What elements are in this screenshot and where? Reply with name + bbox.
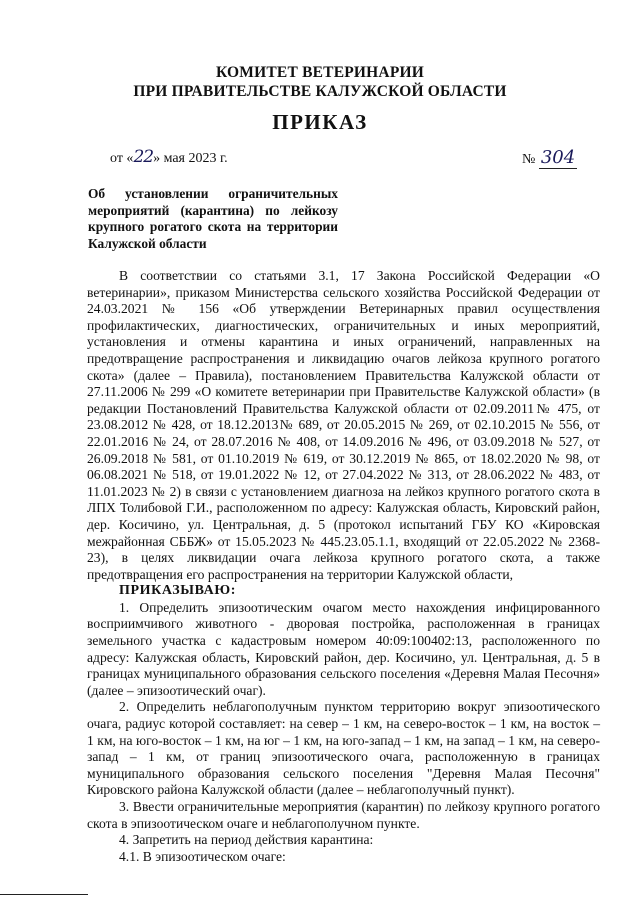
handwritten-number: 304 xyxy=(540,147,576,168)
date-suffix: » мая 2023 г. xyxy=(153,151,228,166)
organization-name-line-2: ПРИ ПРАВИТЕЛЬСТВЕ КАЛУЖСКОЙ ОБЛАСТИ xyxy=(133,83,507,100)
handwritten-day: 22 xyxy=(133,147,154,167)
document-body xyxy=(87,268,600,865)
order-word: ПРИКАЗЫВАЮ: xyxy=(119,583,236,599)
order-item-3: 3. Ввести ограничительные мероприятия (карантин) по лейкозу крупного рогатого скота в эпизоотическом очаге и неблагополучном пункте. xyxy=(87,799,600,831)
order-item-2: 2. Определить неблагополучным пунктом территорию вокруг эпизоотического очага, радиус которой составляет: на север – 1 км, на северо-восток – 1 км, на восток – 1 км, на юго-восток – 1 км, на юг – 1 км, на юго-запад – 1 км, на запад – 1 км, на северо-запад – 1 км, от границ эпизоотического очага, расположенную в границах муниципального образования сельского поселения "Деревня Малая Песочня" Кировского района Калужской области (далее – неблагополучный пункт). xyxy=(87,699,600,798)
document-type-title: ПРИКАЗ xyxy=(272,110,368,134)
order-item-4-1: 4.1. В эпизоотическом очаге: xyxy=(119,848,286,864)
order-item-4: 4. Запретить на период действия карантина: xyxy=(119,832,374,848)
order-item-1: 1. Определить эпизоотическим очагом место нахождения инфицированного восприимчивого животного - дворовая постройка, расположенная в границах земельного участка с кадастровым номером 40:09:100402:13, расположенного по адресу: Калужская область, Кировский район, дер. Косичино, ул. Центральная, д. 5 в границах муниципального образования сельского поселения «Деревня Малая Песочня» (далее – эпизоотический очаг). xyxy=(87,599,600,698)
document-number xyxy=(522,147,577,168)
date-prefix: от « xyxy=(110,151,134,166)
preamble-paragraph: В соответствии со статьями 3.1, 17 Закона Российской Федерации «О ветеринарии», приказом Министерства сельского хозяйства Российской Федерации от 24.03.2021 № 156 «Об утверждении Ветеринарных правил осуществления профилактических, диагностических, ограничительных и иных мероприятий, установления и отмены карантина и иных ограничений, направленных на предотвращение распространения и ликвидацию очагов лейкоза крупного рогатого скота» (далее – Правила), постановлением Правительства Калужской области от 27.11.2006 № 299 «О комитете ветеринарии при Правительстве Калужской области» (в редакции Постановлений Правительства Калужской области от 02.09.2011№ 475, от 23.08.2012 № 428, от 18.12.2013№ 689, от 20.05.2015 № 269, от 02.10.2015 № 556, от 22.01.2016 № 24, от 28.07.2016 № 408, от 14.09.2016 № 496, от 03.09.2018 № 527, от 26.09.2018 № 581, от 01.10.2019 № 619, от 30.12.2019 № 865, от 18.02.2020 № 98, от 06.08.2021 № 518, от 19.01.2022 № 12, от 27.04.2022 № 313, от 28.06.2022 № 483, от 11.01.2023 № 2) в связи с установлением диагноза на лейкоз крупного рогатого скота в ЛПХ Толибовой Г.И., расположенном по адресу: Калужская область, Кировский район, дер. Косичино, ул. Центральная, д. 5 (протокол испытаний ГБУ КО «Кировская межрайонная СББЖ» от 15.05.2023 № 445.23.05.1.1, входящий от 22.05.2022 № 2368-23), в целях ликвидации очага лейкоза крупного рогатого скота, а также предотвращения его распространения на территории Калужской области, xyxy=(87,268,600,582)
organization-name-line-1: КОМИТЕТ ВЕТЕРИНАРИИ xyxy=(216,64,424,81)
document-date xyxy=(110,147,228,167)
document-subject: Об установлении ограничительных мероприятий (карантина) по лейкозу крупного рогатого скота на территории Калужской области xyxy=(88,186,338,251)
number-sign: № xyxy=(522,152,536,167)
footnote-separator xyxy=(0,894,88,895)
